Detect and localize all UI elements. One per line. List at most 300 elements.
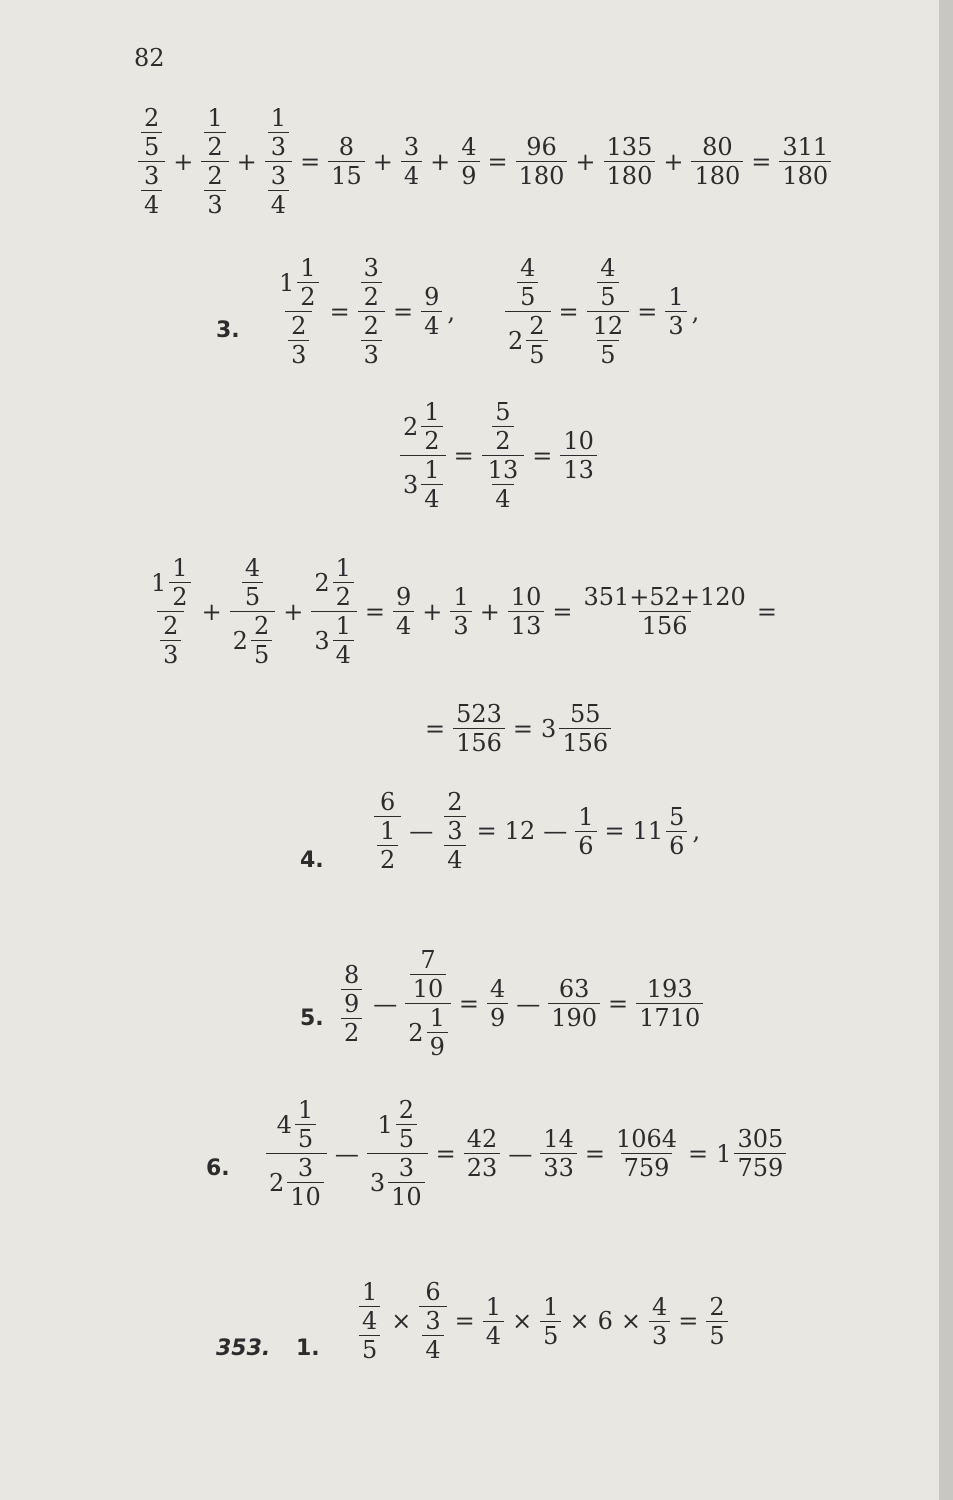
denominator: 23 (464, 1153, 501, 1180)
denominator: 6 (666, 831, 687, 858)
numerator: 4 (489, 975, 506, 1003)
numerator: 135 (606, 133, 653, 161)
fraction (361, 256, 382, 309)
operator: = (512, 714, 534, 743)
mixed-number: 2 $\frac{1}{2}$ (314, 556, 354, 609)
equation-row-353-1: $\frac{\frac{1}{4}}{5}$ × $\frac{6}{\frac{3}{4}}$ = $\frac{1}{4}$ × $\frac{1}{5}$ × 6 × $\frac{4}{3}$ = $\frac{2}{5}$ (356, 1280, 728, 1362)
denominator: 4 (401, 161, 422, 188)
numerator: 3 (425, 1307, 441, 1335)
numerator: 9 (424, 283, 440, 311)
denominator: 2 (361, 282, 382, 309)
numerator: 1 (453, 583, 469, 611)
denominator: 4 (492, 484, 513, 511)
fraction (333, 556, 354, 609)
denominator: 5 (597, 282, 618, 309)
mixed-number: 11 $\frac{5}{6}$ (633, 805, 688, 858)
fraction (297, 256, 318, 309)
numerator (400, 400, 446, 455)
numerator: 3 (144, 162, 160, 190)
denominator: 5 (251, 640, 272, 667)
fraction (485, 458, 522, 511)
denominator: 2 (377, 845, 398, 872)
numerator: 3 (403, 133, 420, 161)
operator: × (620, 1307, 641, 1335)
operator: + (663, 147, 684, 176)
denominator: 759 (734, 1153, 786, 1180)
fraction (287, 1156, 324, 1209)
operator: = (453, 441, 474, 470)
problem-label-4: 4. (300, 848, 324, 873)
denominator: 156 (639, 611, 691, 638)
denominator: 180 (691, 161, 743, 188)
denominator: 2 (204, 132, 225, 159)
operator: + (173, 147, 194, 176)
problem-label-1: 1. (296, 1336, 320, 1361)
denominator (201, 161, 228, 217)
numerator (274, 1098, 320, 1153)
numerator: 193 (646, 975, 693, 1003)
numerator: 8 (344, 960, 360, 989)
denominator: 10 (287, 1182, 324, 1209)
denominator: 33 (540, 1153, 577, 1180)
fraction (419, 1280, 446, 1362)
mixed-number: 3 $\frac{3}{10}$ (370, 1156, 425, 1209)
operator: — (543, 817, 568, 845)
numerator: 13 (487, 456, 519, 484)
operator: + (479, 597, 500, 626)
fraction (526, 314, 547, 367)
fraction (421, 285, 442, 338)
denominator: 4 (421, 484, 442, 511)
numerator (201, 106, 228, 161)
fraction (204, 164, 225, 217)
numerator: 2 (291, 312, 307, 340)
mixed-number: 3 $\frac{1}{4}$ (314, 614, 354, 667)
fraction (597, 256, 618, 309)
fraction (487, 977, 508, 1030)
numerator (514, 256, 541, 311)
denominator: 5 (597, 340, 618, 367)
operator: = (608, 989, 629, 1018)
fraction (691, 135, 743, 188)
fraction (268, 106, 289, 159)
numerator: 63 (558, 975, 590, 1003)
fraction (706, 1292, 727, 1350)
equation-row-1 (138, 106, 831, 217)
operator: + (422, 597, 443, 626)
denominator: 2 (341, 1018, 362, 1045)
numerator: 5 (495, 398, 511, 426)
fraction (421, 458, 442, 511)
numerator: 1 (668, 283, 684, 311)
operator: = (688, 1139, 709, 1168)
fraction (141, 164, 162, 217)
denominator: 5 (540, 1321, 561, 1348)
numerator (138, 106, 165, 161)
denominator: 5 (517, 282, 538, 309)
numerator: 14 (543, 1125, 574, 1153)
numerator: 1 (424, 456, 440, 484)
operator: = (458, 989, 479, 1018)
fraction (590, 314, 627, 367)
fraction (779, 135, 831, 188)
equation-row-3a: 1 $\frac{1}{2}$ $\frac{2}{3}$ = $\frac{\frac{3}{2}}{\frac{2}{3}}$ = $\frac{9}{4}$ , $\frac{4}{5}$ 2 $\frac{2}{5}$ = $\frac{\frac{4}{5}}{\frac{12}{5}}$ = $\frac{1}{3}$ , (276, 256, 699, 367)
denominator (285, 311, 312, 367)
numerator (338, 960, 365, 1018)
fraction (265, 106, 292, 217)
fraction (396, 1098, 417, 1151)
fraction (464, 1127, 501, 1180)
numerator: 2 (144, 104, 160, 132)
numerator: 2 (253, 612, 270, 640)
fraction (559, 702, 611, 755)
numerator: 3 (270, 162, 287, 190)
fraction (540, 1127, 577, 1180)
denominator: 9 (487, 1003, 508, 1030)
numerator (358, 256, 385, 311)
denominator: 2 (333, 582, 354, 609)
denominator: 190 (548, 1003, 600, 1030)
numerator: 55 (569, 700, 601, 728)
fraction (295, 1098, 316, 1151)
numerator (148, 556, 194, 611)
fraction (405, 948, 451, 1059)
denominator: 759 (621, 1153, 673, 1180)
fraction (666, 802, 687, 860)
numerator: 1 (380, 817, 396, 845)
numerator: 12 (592, 312, 624, 340)
denominator: 13 (508, 611, 545, 638)
denominator: 13 (560, 455, 597, 482)
fraction (276, 256, 322, 367)
equation-row-4: $\frac{6}{\frac{1}{2}}$ — $\frac{\frac{2}{3}}{4}$ = 12 — $\frac{1}{6}$ = 11 $\frac{5}{6}$ , (374, 790, 700, 872)
numerator: 1 (362, 1278, 378, 1306)
mixed-number: 1 $\frac{1}{2}$ (151, 556, 191, 609)
fraction (441, 790, 468, 872)
operator: = (300, 147, 321, 176)
fraction (160, 614, 181, 667)
numerator: 2 (529, 312, 545, 340)
operator: = (558, 297, 579, 326)
fraction (483, 1292, 504, 1350)
denominator: 2 (169, 582, 190, 609)
numerator: 4 (520, 254, 536, 282)
fraction (361, 314, 382, 367)
operator: = (392, 297, 414, 326)
fraction (374, 790, 401, 872)
denominator (230, 611, 276, 667)
operator: — (373, 989, 398, 1018)
fraction (505, 256, 551, 367)
operator: = (678, 1307, 699, 1335)
operator: + (283, 597, 304, 626)
numerator: 10 (563, 427, 594, 455)
numerator: 2 (207, 162, 223, 190)
operator: = (425, 714, 446, 743)
numerator (239, 556, 266, 611)
mixed-number: 3 $\frac{1}{4}$ (403, 458, 443, 511)
denominator (400, 455, 446, 511)
mixed-number: 2 $\frac{1}{2}$ (403, 400, 443, 453)
operator: + (430, 147, 451, 176)
denominator: 180 (779, 161, 831, 188)
numerator: 1 (300, 254, 316, 282)
denominator: 3 (204, 190, 225, 217)
denominator: 10 (410, 974, 447, 1001)
operator: — (508, 1139, 533, 1168)
fraction (482, 400, 525, 511)
denominator: 5 (526, 340, 547, 367)
page-edge-shadow (939, 0, 953, 1500)
fraction (356, 1280, 383, 1362)
denominator: 3 (160, 640, 181, 667)
numerator: 4 (600, 254, 616, 282)
fraction (367, 1098, 428, 1209)
denominator: 3 (361, 340, 382, 367)
denominator: 4 (422, 1335, 443, 1362)
numerator: 6 (380, 788, 396, 816)
numerator: 8 (338, 133, 355, 161)
numerator: 1 (207, 104, 223, 132)
page-number: 82 (134, 44, 165, 72)
mixed-number: 1 $\frac{2}{5}$ (377, 1098, 417, 1151)
numerator: 1 (270, 104, 287, 132)
numerator: 6 (425, 1278, 441, 1306)
denominator (265, 161, 292, 217)
operator: + (372, 147, 393, 176)
numerator: 2 (447, 788, 463, 816)
operator: × (391, 1307, 412, 1335)
operator: = (751, 147, 772, 176)
problem-number-353: 353. (216, 1336, 271, 1361)
denominator: 3 (649, 1321, 670, 1348)
operator: = (364, 597, 386, 626)
numerator: 7 (420, 946, 436, 974)
mixed-number: 2 $\frac{2}{5}$ (233, 614, 273, 667)
numerator (276, 256, 322, 311)
fraction (517, 256, 538, 309)
denominator (374, 816, 401, 872)
denominator: 9 (427, 1032, 448, 1059)
denominator: 9 (458, 161, 479, 188)
fraction (575, 802, 596, 860)
operator: × (512, 1307, 533, 1335)
numerator: 523 (456, 700, 502, 728)
fraction (288, 314, 309, 367)
denominator (157, 611, 184, 667)
numerator: 1 (297, 1096, 314, 1124)
denominator (419, 1306, 446, 1362)
equation-row-3d (422, 702, 611, 755)
fraction (410, 948, 447, 1001)
operator: × (569, 1307, 590, 1335)
denominator: 4 (333, 640, 354, 667)
denominator: 2 (421, 426, 442, 453)
denominator: 4 (268, 190, 289, 217)
denominator: 4 (421, 311, 442, 338)
fraction (636, 977, 703, 1030)
fraction (230, 556, 276, 667)
fraction (377, 819, 398, 872)
operator: + (236, 147, 257, 176)
fraction (268, 164, 289, 217)
fraction (311, 556, 357, 667)
fraction (587, 256, 630, 367)
mixed-number: 2 $\frac{3}{10}$ (269, 1156, 324, 1209)
operator: = (604, 817, 625, 845)
fraction (338, 960, 365, 1047)
denominator: 5 (359, 1335, 380, 1362)
numerator: 2 (363, 312, 379, 340)
fraction (734, 1127, 786, 1180)
numerator: 1 (429, 1004, 445, 1032)
denominator (358, 311, 385, 367)
operator: = (476, 817, 497, 845)
denominator: 5 (295, 1124, 316, 1151)
numerator: 2 (709, 1292, 725, 1321)
operator: = (756, 597, 777, 626)
fraction (148, 556, 194, 667)
numerator: 3 (398, 1154, 415, 1182)
fraction (201, 106, 228, 217)
problem-label-3: 3. (216, 318, 240, 343)
fraction (604, 135, 656, 188)
denominator (405, 1003, 451, 1059)
denominator: 15 (328, 161, 365, 188)
operator: = (637, 297, 658, 326)
mixed-number: 2 $\frac{2}{5}$ (508, 314, 548, 367)
denominator: 3 (450, 611, 471, 638)
fraction (540, 1292, 561, 1350)
fraction (169, 556, 190, 609)
denominator: 180 (604, 161, 656, 188)
denominator: 5 (396, 1124, 417, 1151)
numerator: 4 (651, 1292, 668, 1321)
fraction (560, 429, 597, 482)
operator: — (516, 989, 541, 1018)
fraction (138, 106, 165, 217)
numerator (407, 948, 450, 1003)
numerator: 9 (396, 583, 412, 611)
numerator: 10 (510, 583, 542, 611)
mixed-number: 1 $\frac{305}{759}$ (716, 1127, 786, 1180)
fraction (548, 977, 600, 1030)
fraction (204, 106, 225, 159)
numerator: 5 (669, 802, 685, 831)
operator: = (584, 1139, 605, 1168)
numerator: 1 (578, 802, 594, 831)
fraction (427, 1006, 448, 1059)
denominator: 3 (268, 132, 289, 159)
numerator: 1 (335, 554, 351, 582)
operator: = (329, 297, 350, 326)
denominator: 5 (706, 1321, 727, 1348)
numerator: 2 (163, 612, 179, 640)
denominator: 3 (444, 816, 465, 843)
fraction (649, 1292, 670, 1350)
fraction (421, 400, 442, 453)
numerator: 80 (702, 133, 733, 161)
operator: + (201, 597, 222, 626)
operator: = (435, 1139, 456, 1168)
denominator (587, 311, 630, 367)
numerator (265, 106, 292, 161)
operator: = (552, 597, 573, 626)
numerator: 2 (398, 1096, 415, 1124)
numerator: 3 (297, 1154, 314, 1182)
denominator: 4 (359, 1306, 380, 1333)
numerator: 42 (466, 1125, 498, 1153)
equation-row-6 (266, 1098, 786, 1209)
denominator: 4 (444, 845, 465, 872)
fraction (328, 135, 365, 188)
operator: — (334, 1139, 359, 1168)
denominator: 4 (393, 611, 414, 638)
operator: = (487, 147, 508, 176)
operator: = (532, 441, 553, 470)
numerator: 351+52+120 (583, 583, 746, 611)
operator: = (454, 1307, 475, 1335)
mixed-number: 4 $\frac{1}{5}$ (277, 1098, 317, 1151)
mixed-number: 2 $\frac{1}{9}$ (408, 1006, 448, 1059)
denominator: 5 (141, 132, 162, 159)
denominator: 156 (453, 728, 505, 755)
fraction (341, 960, 362, 1018)
operator: — (409, 817, 434, 845)
denominator: 4 (141, 190, 162, 217)
numerator: 1 (335, 612, 351, 640)
denominator (505, 311, 551, 367)
equation-row-3b (400, 400, 597, 511)
mixed-number: 1 $\frac{1}{2}$ (279, 256, 319, 309)
fraction (266, 1098, 327, 1209)
denominator (138, 161, 165, 217)
numerator: 3 (363, 254, 379, 282)
numerator: 96 (526, 133, 557, 161)
denominator: 180 (516, 161, 568, 188)
denominator: 5 (242, 582, 263, 609)
numerator (374, 1098, 420, 1153)
fraction (492, 400, 513, 453)
numerator (594, 256, 621, 311)
problem-label-5: 5. (300, 1006, 324, 1031)
denominator: 156 (559, 728, 611, 755)
denominator: 4 (483, 1321, 504, 1348)
fraction (358, 256, 385, 367)
equation-row-5 (338, 948, 703, 1059)
denominator (482, 455, 525, 511)
numerator: 1 (424, 398, 440, 426)
fraction (141, 106, 162, 159)
fraction (444, 790, 465, 843)
fraction (401, 135, 422, 188)
numerator (489, 400, 516, 455)
mixed-number: 3 $\frac{55}{156}$ (541, 702, 611, 755)
denominator: 3 (288, 340, 309, 367)
denominator (367, 1153, 428, 1209)
numerator (356, 1280, 383, 1335)
fraction (333, 614, 354, 667)
fraction (508, 585, 545, 638)
numerator: 1 (485, 1292, 502, 1321)
operator: + (575, 147, 596, 176)
numerator: 4 (244, 554, 261, 582)
numerator: 1 (172, 554, 188, 582)
numerator (311, 556, 357, 611)
fraction (251, 614, 272, 667)
fraction (450, 585, 471, 638)
problem-label-6: 6. (206, 1156, 230, 1181)
